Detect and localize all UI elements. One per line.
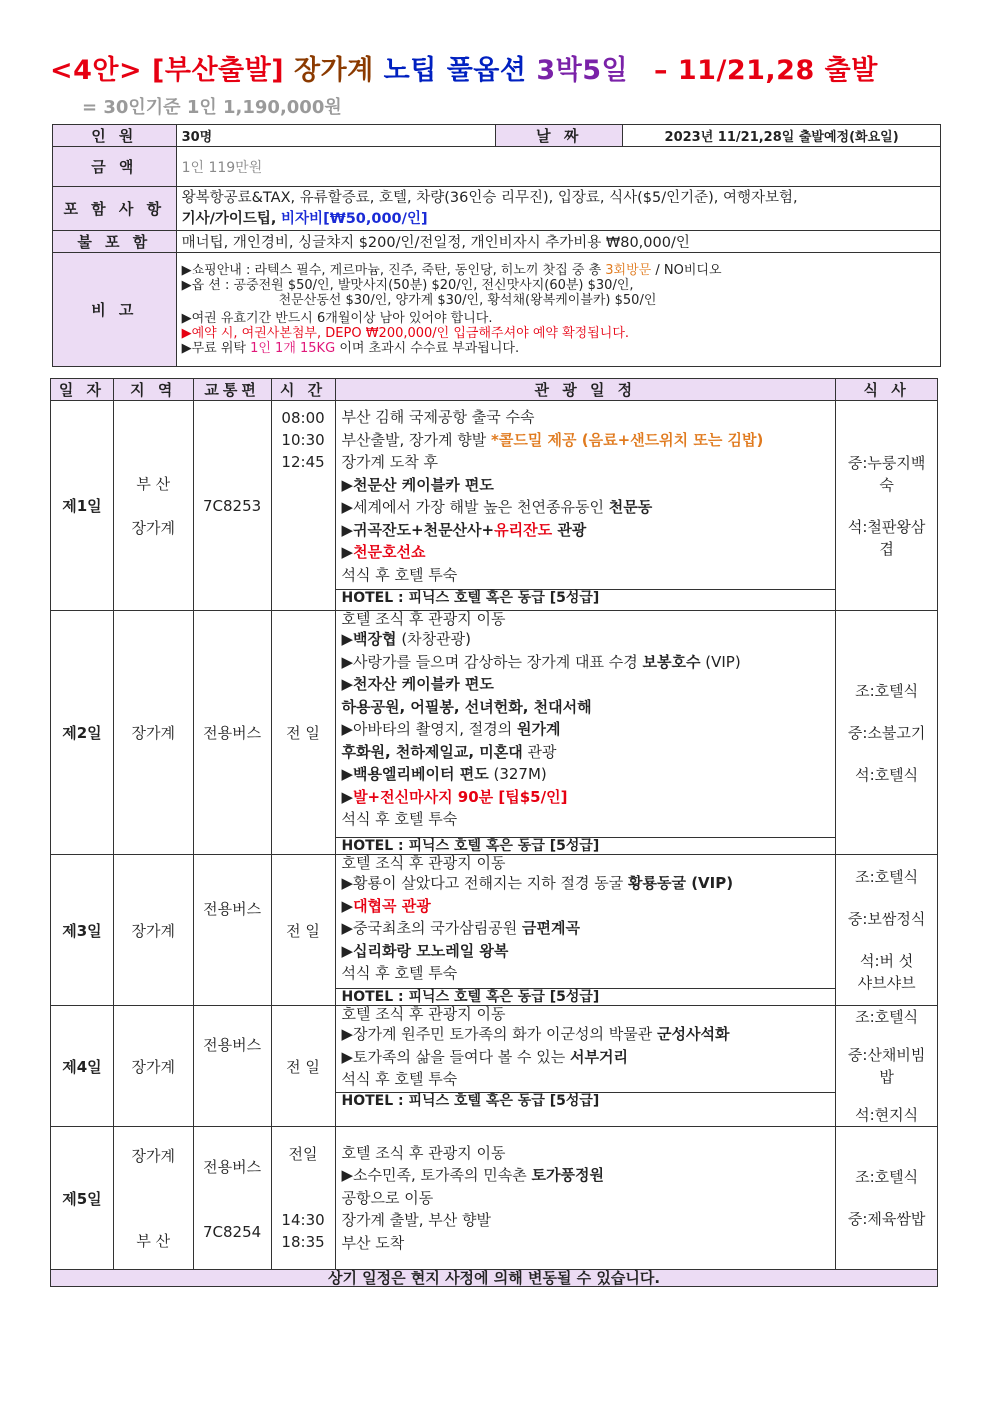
- included-label: 포 함 사 항: [53, 187, 177, 231]
- day-row: [51, 1127, 938, 1270]
- hotel-line: HOTEL : 피닉스 호텔 혹은 동급 [5성급]: [336, 589, 836, 606]
- day-meals: 중:누룽지백숙 석:철판왕삼겹: [836, 401, 938, 611]
- day-region: 장가계 부 산: [113, 1127, 193, 1270]
- title-dates: – 11/21,28 출발: [654, 55, 878, 86]
- included-line-1: 왕복항공료&TAX, 유류할증료, 호텔, 차량(36인승 리무진), 입장료, 식사($5/인기준), 여행자보험,: [181, 189, 798, 206]
- title-destination: 장가계: [293, 55, 374, 86]
- remarks-row: [53, 253, 941, 367]
- included-line-2: [182, 209, 935, 230]
- header-transport: 교통편: [193, 379, 271, 401]
- day-row: [51, 855, 938, 1006]
- excluded-row: [53, 231, 941, 253]
- day-itinerary: 호텔 조식 후 관광지 이동 ▶백장협 (차창관광) ▶사랑가를 들으며 감상하는 장가계 대표 수경 보봉호수 (VIP) ▶천자산 케이블카 편도 하용공원, 어필봉, 선녀헌화, 천대서해 ▶아바타의 촬영지, 절경의 원가계 후화원, 천하제일교, 미혼대 관광 ▶백용엘리베이터 편도 (327M) ▶발+전신마사지 90분 [팁$5/인] 석식 후 호텔 투숙 HOTEL : 피닉스 호텔 혹은 동급 [5성급]: [335, 611, 836, 855]
- day-label: 제1일: [51, 401, 114, 611]
- day-itinerary: 부산 김해 국제공항 출국 수속 부산출발, 장가계 향발 *콜드밀 제공 (음료+샌드위치 또는 김밥) 장가계 도착 후 ▶천문산 케이블카 편도 ▶세계에서 가장 해발 높은 천연종유동인 천문동 ▶귀곡잔도+천문산사+유리잔도 관광 ▶천문호선쇼 석식 후 호텔 투숙 HOTEL : 피닉스 호텔 혹은 동급 [5성급]: [335, 401, 836, 611]
- day-label: 제3일: [51, 855, 114, 1006]
- day-region: 장가계: [113, 1006, 193, 1127]
- price-value: 1인 119만원: [176, 147, 940, 187]
- price-label: 금 액: [53, 147, 177, 187]
- people-label: 인 원: [53, 125, 177, 147]
- day-transport: 전용버스 7C8254: [193, 1127, 271, 1270]
- day-meals: 조:호텔식 중:보쌈정식 석:버 섯 샤브샤브: [836, 855, 938, 1006]
- included-value: [176, 187, 940, 231]
- day-transport: 7C8253: [193, 401, 271, 611]
- header-region: 지 역: [113, 379, 193, 401]
- people-row: [53, 125, 941, 147]
- included-row: [53, 187, 941, 231]
- header-itinerary: 관 광 일 정: [335, 379, 836, 401]
- day-itinerary: 호텔 조식 후 관광지 이동 ▶장가계 원주민 토가족의 화가 이군성의 박물관 군성사석화 ▶토가족의 삶을 들여다 볼 수 있는 서부거리 석식 후 호텔 투숙 HOTEL : 피닉스 호텔 혹은 동급 [5성급]: [335, 1006, 836, 1127]
- day-itinerary: 호텔 조식 후 관광지 이동 ▶황룡이 살았다고 전해지는 지하 절경 동굴 황룡동굴 (VIP) ▶대협곡 관광 ▶중국최초의 국가삼림공원 금편계곡 ▶십리화랑 모노레일 왕복 석식 후 호텔 투숙 HOTEL : 피닉스 호텔 혹은 동급 [5성급]: [335, 855, 836, 1006]
- day-meals: 조:호텔식 중:산채비빔밥 석:현지식: [836, 1006, 938, 1127]
- hotel-line: HOTEL : 피닉스 호텔 혹은 동급 [5성급]: [336, 837, 836, 854]
- title-full-option: 풀옵션: [446, 55, 527, 86]
- remark-options: ▶옵 션 : 공중전원 $50/인, 발맛사지(50분) $20/인, 전신맛사지(60분) $30/인,: [181, 278, 634, 293]
- schedule-table: [50, 378, 938, 1287]
- included-visa: 비자비[₩50,000/인]: [281, 210, 428, 227]
- price-row: [53, 147, 941, 187]
- remark-passport: ▶여권 유효기간 반드시 6개월이상 남아 있어야 합니다.: [181, 311, 493, 326]
- day-label: 제4일: [51, 1006, 114, 1127]
- remark-shopping: ▶쇼핑안내 : 라텍스 필수, 게르마늄, 진주, 죽탄, 동인당, 히노끼 찻집 중 총 3회방문 / NO비디오: [181, 263, 722, 278]
- day-time: 08:00 10:30 12:45: [271, 401, 335, 611]
- day-transport: 전용버스: [193, 1006, 271, 1127]
- day-label: 제5일: [51, 1127, 114, 1270]
- info-table: [52, 124, 941, 367]
- day-region: 부 산 장가계: [113, 401, 193, 611]
- day-region: 장가계: [113, 611, 193, 855]
- day-meals: 조:호텔식 중:제육쌈밥: [836, 1127, 938, 1270]
- footer-row: [51, 1270, 938, 1287]
- title-nights: 3박5일: [536, 55, 629, 86]
- included-tip: 기사/가이드팁,: [181, 210, 277, 227]
- day-row: [51, 611, 938, 855]
- title-no-tip: 노팁: [383, 55, 437, 86]
- day-region: 장가계: [113, 855, 193, 1006]
- remark-deposit: ▶예약 시, 여권사본첨부, DEPO ₩200,000/인 입금해주셔야 예약 확정됩니다.: [181, 326, 630, 341]
- day-time: 전 일: [271, 611, 335, 855]
- day-time: 전 일: [271, 1006, 335, 1127]
- schedule-footer-note: 상기 일정은 현지 사정에 의해 변동될 수 있습니다.: [51, 1270, 938, 1287]
- date-label: 날 짜: [496, 125, 623, 147]
- remark-baggage: ▶무료 위탁 1인 1개 15KG 이며 초과시 수수료 부과됩니다.: [181, 341, 520, 356]
- day-time: 전 일: [271, 855, 335, 1006]
- header-meals: 식 사: [836, 379, 938, 401]
- hotel-line: HOTEL : 피닉스 호텔 혹은 동급 [5성급]: [336, 1092, 836, 1109]
- day-transport: 전용버스: [193, 611, 271, 855]
- day-itinerary: 호텔 조식 후 관광지 이동 ▶소수민족, 토가족의 민속촌 토가풍정원 공항으로 이동 장가계 출발, 부산 향발 부산 도착: [335, 1127, 836, 1270]
- page-title: [50, 48, 878, 87]
- day-time: 전일 14:30 18:35: [271, 1127, 335, 1270]
- excluded-value: 매너팁, 개인경비, 싱글챠지 $200/인/전일정, 개인비자시 추가비용 ₩80,000/인: [176, 231, 940, 253]
- remark-options-2: 천문산동선 $30/인, 양가계 $30/인, 황석채(왕복케이블카) $50/인: [278, 293, 657, 308]
- price-subtitle: = 30인기준 1인 1,190,000원: [82, 97, 342, 118]
- header-time: 시 간: [271, 379, 335, 401]
- date-value: 2023년 11/21,28일 출발예정(화요일): [623, 125, 941, 147]
- day-meals: 조:호텔식 중:소불고기 석:호텔식: [836, 611, 938, 855]
- remarks-value: [176, 253, 940, 367]
- day-row: [51, 1006, 938, 1127]
- header-day: 일 자: [51, 379, 114, 401]
- hotel-line: HOTEL : 피닉스 호텔 혹은 동급 [5성급]: [336, 988, 836, 1005]
- schedule-header: [51, 379, 938, 401]
- remarks-label: 비 고: [53, 253, 177, 367]
- title-plan: <4안>: [50, 55, 143, 86]
- day-row: [51, 401, 938, 611]
- title-departure: [부산출발]: [152, 55, 285, 86]
- day-label: 제2일: [51, 611, 114, 855]
- excluded-label: 불 포 함: [53, 231, 177, 253]
- day-transport: 전용버스: [193, 855, 271, 1006]
- people-value: 30명: [176, 125, 496, 147]
